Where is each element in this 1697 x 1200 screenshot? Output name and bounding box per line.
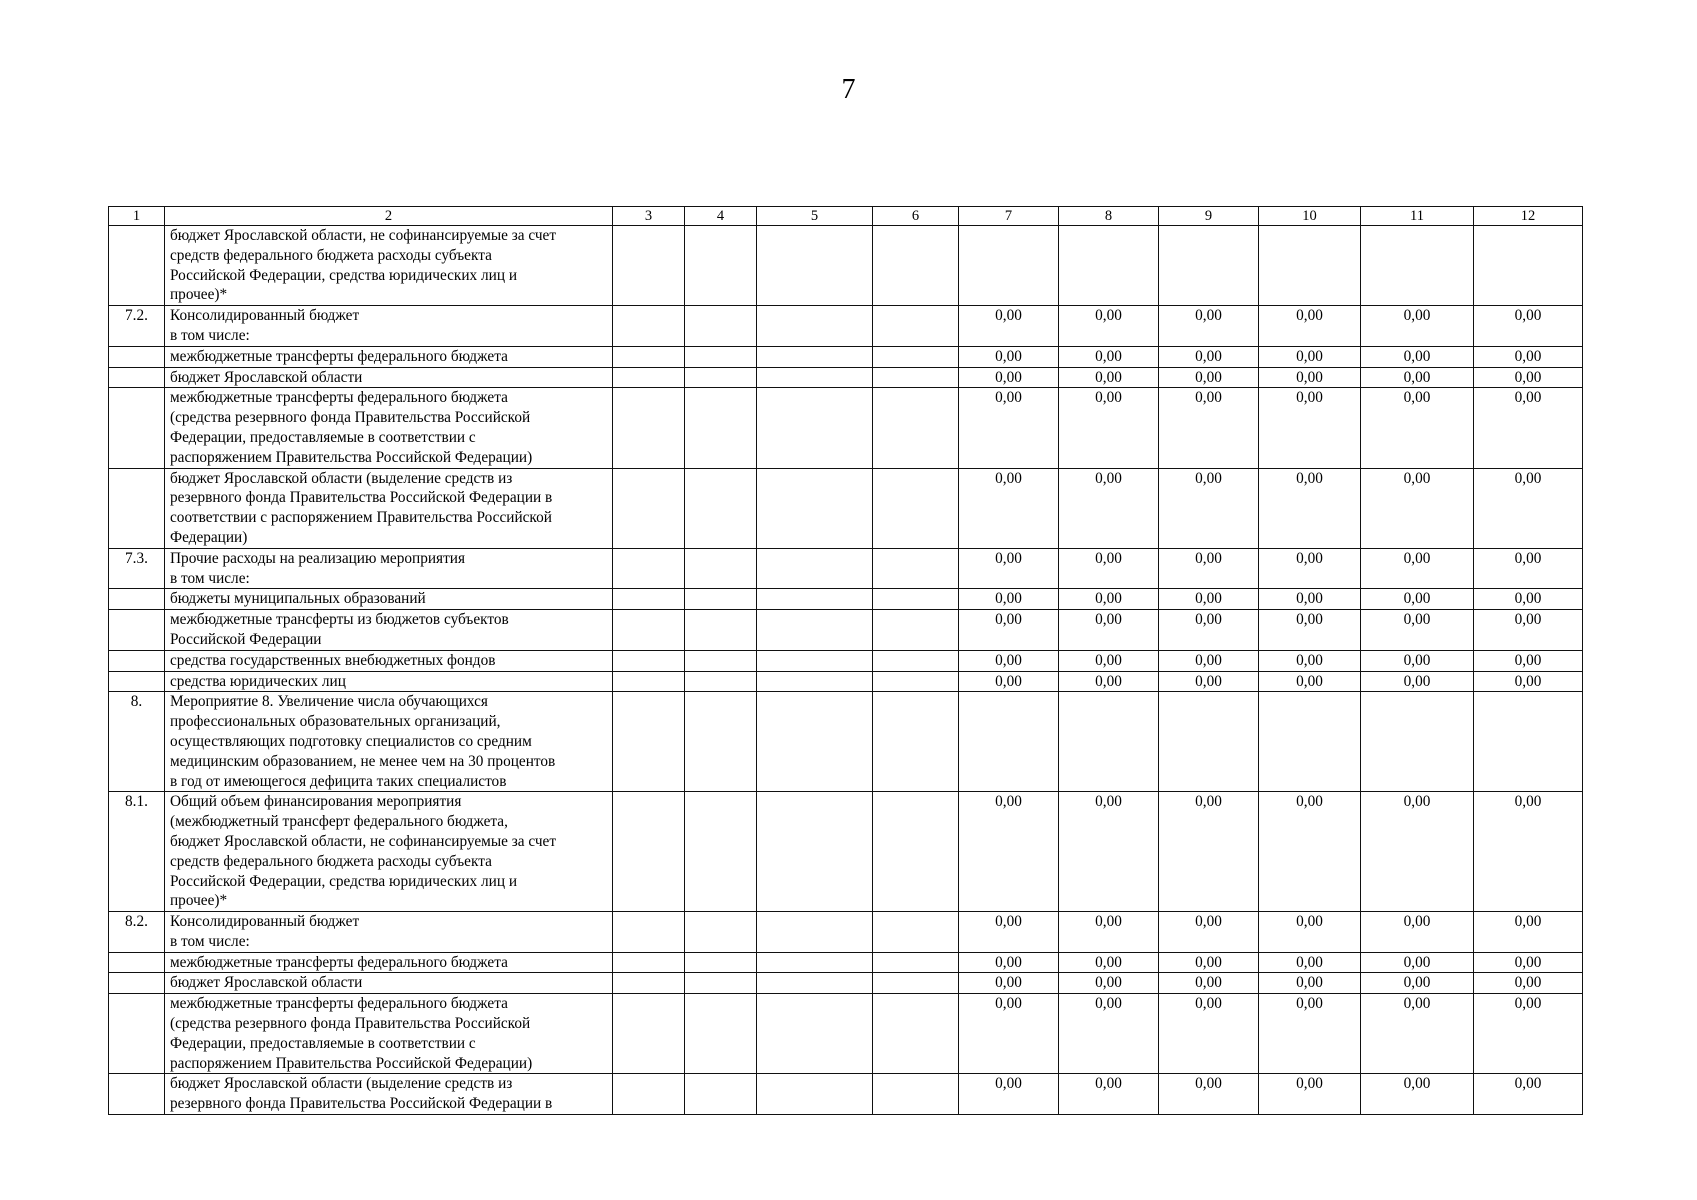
header-cell: 11 — [1361, 207, 1474, 226]
empty-cell — [685, 468, 757, 548]
description-line: резервного фонда Правительства Российской Федерации в — [170, 1095, 553, 1113]
empty-cell — [757, 692, 873, 792]
value-cell: 0,00 — [1259, 468, 1361, 548]
empty-cell — [757, 388, 873, 468]
empty-cell — [613, 792, 685, 912]
row-description — [165, 610, 613, 651]
value-cell: 0,00 — [1474, 912, 1583, 953]
value-cell: 0,00 — [959, 548, 1059, 589]
header-cell: 2 — [165, 207, 613, 226]
row-description — [165, 1074, 613, 1115]
value-cell: 0,00 — [1259, 388, 1361, 468]
row-code: 8.1. — [109, 792, 165, 912]
empty-cell — [873, 610, 959, 651]
value-cell: 0,00 — [959, 388, 1059, 468]
empty-cell — [685, 589, 757, 610]
empty-cell — [685, 792, 757, 912]
table-row — [109, 610, 1583, 651]
empty-cell — [613, 367, 685, 388]
value-cell: 0,00 — [1059, 650, 1159, 671]
table-row — [109, 468, 1583, 548]
empty-cell — [757, 973, 873, 994]
description-line: межбюджетные трансферты федерального бюджета — [170, 347, 508, 365]
empty-cell — [757, 671, 873, 692]
description-line: средств федерального бюджета расходы субъекта — [170, 246, 492, 264]
empty-cell — [685, 367, 757, 388]
empty-cell — [757, 226, 873, 306]
description-line: Федерации, предоставляемые в соответствии с — [170, 428, 476, 446]
empty-cell — [685, 994, 757, 1074]
value-cell: 0,00 — [1159, 548, 1259, 589]
value-cell: 0,00 — [1159, 306, 1259, 347]
value-cell: 0,00 — [1259, 650, 1361, 671]
header-cell: 1 — [109, 207, 165, 226]
empty-cell — [873, 994, 959, 1074]
row-code — [109, 650, 165, 671]
description-line: (межбюджетный трансферт федерального бюджета, — [170, 813, 508, 831]
empty-cell — [873, 226, 959, 306]
value-cell: 0,00 — [959, 610, 1059, 651]
empty-cell — [613, 952, 685, 973]
description-line: в том числе: — [170, 932, 250, 950]
empty-cell — [685, 1074, 757, 1115]
header-cell: 12 — [1474, 207, 1583, 226]
empty-cell — [873, 367, 959, 388]
empty-cell — [873, 912, 959, 953]
table-row — [109, 973, 1583, 994]
row-code — [109, 610, 165, 651]
empty-cell — [873, 346, 959, 367]
empty-cell — [613, 589, 685, 610]
value-cell: 0,00 — [1474, 388, 1583, 468]
value-cell: 0,00 — [1474, 952, 1583, 973]
value-cell: 0,00 — [1474, 671, 1583, 692]
empty-cell — [613, 388, 685, 468]
table-row — [109, 367, 1583, 388]
empty-cell — [757, 589, 873, 610]
empty-cell — [613, 692, 685, 792]
description-line: распоряжением Правительства Российской Федерации) — [170, 448, 533, 466]
empty-cell — [613, 650, 685, 671]
empty-cell — [613, 226, 685, 306]
empty-cell — [613, 306, 685, 347]
row-description — [165, 671, 613, 692]
header-cell: 10 — [1259, 207, 1361, 226]
empty-cell — [613, 346, 685, 367]
header-cell: 9 — [1159, 207, 1259, 226]
row-description — [165, 589, 613, 610]
value-cell: 0,00 — [959, 671, 1059, 692]
value-cell: 0,00 — [1259, 367, 1361, 388]
value-cell: 0,00 — [1059, 973, 1159, 994]
description-line: межбюджетные трансферты федерального бюджета — [170, 389, 508, 407]
row-description — [165, 650, 613, 671]
empty-cell — [873, 792, 959, 912]
row-description — [165, 226, 613, 306]
value-cell: 0,00 — [1159, 973, 1259, 994]
empty-cell — [685, 226, 757, 306]
row-code — [109, 952, 165, 973]
empty-cell — [613, 994, 685, 1074]
value-cell: 0,00 — [1059, 792, 1159, 912]
description-line: бюджеты муниципальных образований — [170, 590, 426, 608]
value-cell: 0,00 — [1474, 548, 1583, 589]
row-code — [109, 226, 165, 306]
value-cell: 0,00 — [959, 468, 1059, 548]
empty-cell — [685, 548, 757, 589]
value-cell: 0,00 — [1259, 671, 1361, 692]
value-cell: 0,00 — [1361, 346, 1474, 367]
header-cell: 3 — [613, 207, 685, 226]
value-cell: 0,00 — [959, 994, 1059, 1074]
description-line: Федерации) — [170, 528, 248, 546]
value-cell: 0,00 — [1059, 306, 1159, 347]
description-line: прочее)* — [170, 286, 228, 304]
value-cell: 0,00 — [1361, 671, 1474, 692]
row-code — [109, 468, 165, 548]
row-description — [165, 306, 613, 347]
value-cell: 0,00 — [1259, 1074, 1361, 1115]
value-cell: 0,00 — [1474, 792, 1583, 912]
value-cell: 0,00 — [1159, 1074, 1259, 1115]
value-cell: 0,00 — [1474, 1074, 1583, 1115]
value-cell — [1361, 692, 1474, 792]
table-row — [109, 346, 1583, 367]
description-line: резервного фонда Правительства Российской Федерации в — [170, 489, 553, 507]
value-cell: 0,00 — [1474, 589, 1583, 610]
value-cell: 0,00 — [1361, 306, 1474, 347]
value-cell: 0,00 — [1259, 952, 1361, 973]
value-cell — [1159, 692, 1259, 792]
table-row — [109, 650, 1583, 671]
value-cell: 0,00 — [1361, 650, 1474, 671]
value-cell — [959, 226, 1059, 306]
empty-cell — [873, 468, 959, 548]
description-line: распоряжением Правительства Российской Федерации) — [170, 1054, 533, 1072]
header-cell: 5 — [757, 207, 873, 226]
description-line: бюджет Ярославской области (выделение средств из — [170, 469, 513, 487]
description-line: средства юридических лиц — [170, 672, 346, 690]
description-line: (средства резервного фонда Правительства Российской — [170, 1015, 531, 1033]
table-row — [109, 388, 1583, 468]
empty-cell — [613, 1074, 685, 1115]
description-line: Мероприятие 8. Увеличение числа обучающихся — [170, 693, 488, 711]
description-line: профессиональных образовательных организаций, — [170, 713, 501, 731]
description-line: Консолидированный бюджет — [170, 913, 360, 931]
description-line: средства государственных внебюджетных фондов — [170, 651, 496, 669]
value-cell: 0,00 — [1159, 367, 1259, 388]
row-code — [109, 1074, 165, 1115]
empty-cell — [757, 306, 873, 347]
value-cell: 0,00 — [1259, 994, 1361, 1074]
row-code — [109, 973, 165, 994]
value-cell: 0,00 — [1474, 367, 1583, 388]
value-cell: 0,00 — [1159, 792, 1259, 912]
value-cell: 0,00 — [1059, 610, 1159, 651]
value-cell — [959, 692, 1059, 792]
value-cell: 0,00 — [1159, 468, 1259, 548]
empty-cell — [873, 671, 959, 692]
value-cell: 0,00 — [959, 346, 1059, 367]
description-line: бюджет Ярославской области — [170, 368, 363, 386]
header-cell: 8 — [1059, 207, 1159, 226]
table-row — [109, 589, 1583, 610]
value-cell: 0,00 — [1259, 548, 1361, 589]
value-cell: 0,00 — [1474, 973, 1583, 994]
value-cell: 0,00 — [1059, 952, 1159, 973]
empty-cell — [873, 589, 959, 610]
description-line: бюджет Ярославской области — [170, 974, 363, 992]
empty-cell — [685, 306, 757, 347]
value-cell: 0,00 — [1474, 610, 1583, 651]
value-cell: 0,00 — [1361, 912, 1474, 953]
description-line: средств федерального бюджета расходы субъекта — [170, 852, 492, 870]
row-code: 7.2. — [109, 306, 165, 347]
table-row — [109, 994, 1583, 1074]
row-description — [165, 548, 613, 589]
value-cell: 0,00 — [1474, 306, 1583, 347]
page-number: 7 — [841, 74, 856, 105]
value-cell: 0,00 — [959, 589, 1059, 610]
row-code: 8. — [109, 692, 165, 792]
table-row — [109, 671, 1583, 692]
empty-cell — [873, 692, 959, 792]
value-cell: 0,00 — [959, 912, 1059, 953]
value-cell: 0,00 — [959, 1074, 1059, 1115]
empty-cell — [757, 912, 873, 953]
table-row — [109, 912, 1583, 953]
row-code — [109, 346, 165, 367]
value-cell — [1259, 226, 1361, 306]
row-code — [109, 671, 165, 692]
description-line: Российской Федерации, средства юридических лиц и — [170, 872, 518, 890]
value-cell: 0,00 — [1059, 388, 1159, 468]
empty-cell — [613, 912, 685, 953]
empty-cell — [757, 650, 873, 671]
row-description — [165, 912, 613, 953]
empty-cell — [873, 548, 959, 589]
row-code — [109, 589, 165, 610]
value-cell: 0,00 — [959, 952, 1059, 973]
table-row — [109, 226, 1583, 306]
description-line: Федерации, предоставляемые в соответствии с — [170, 1034, 476, 1052]
value-cell — [1159, 226, 1259, 306]
value-cell: 0,00 — [1059, 671, 1159, 692]
table-row — [109, 792, 1583, 912]
value-cell: 0,00 — [1474, 650, 1583, 671]
description-line: межбюджетные трансферты из бюджетов субъектов — [170, 611, 509, 629]
empty-cell — [685, 671, 757, 692]
empty-cell — [757, 367, 873, 388]
empty-cell — [873, 952, 959, 973]
row-description — [165, 692, 613, 792]
value-cell: 0,00 — [1361, 973, 1474, 994]
description-line: бюджет Ярославской области (выделение средств из — [170, 1075, 513, 1093]
value-cell: 0,00 — [1059, 994, 1159, 1074]
value-cell: 0,00 — [1259, 589, 1361, 610]
table-row — [109, 306, 1583, 347]
value-cell — [1259, 692, 1361, 792]
description-line: в том числе: — [170, 569, 250, 587]
value-cell: 0,00 — [959, 650, 1059, 671]
description-line: осуществляющих подготовку специалистов со средним — [170, 732, 532, 750]
row-description — [165, 346, 613, 367]
description-line: бюджет Ярославской области, не софинансируемые за счет — [170, 227, 557, 244]
value-cell: 0,00 — [1259, 973, 1361, 994]
empty-cell — [685, 692, 757, 792]
empty-cell — [873, 306, 959, 347]
empty-cell — [757, 610, 873, 651]
value-cell: 0,00 — [1259, 346, 1361, 367]
empty-cell — [757, 994, 873, 1074]
empty-cell — [685, 650, 757, 671]
value-cell: 0,00 — [1159, 346, 1259, 367]
value-cell: 0,00 — [1361, 952, 1474, 973]
description-line: бюджет Ярославской области, не софинансируемые за счет — [170, 832, 557, 850]
value-cell — [1361, 226, 1474, 306]
empty-cell — [685, 952, 757, 973]
description-line: Прочие расходы на реализацию мероприятия — [170, 549, 465, 567]
empty-cell — [613, 973, 685, 994]
value-cell: 0,00 — [1059, 367, 1159, 388]
value-cell: 0,00 — [1059, 346, 1159, 367]
row-description — [165, 973, 613, 994]
table-row — [109, 692, 1583, 792]
empty-cell — [757, 346, 873, 367]
value-cell: 0,00 — [1159, 650, 1259, 671]
value-cell: 0,00 — [1259, 792, 1361, 912]
value-cell: 0,00 — [1159, 610, 1259, 651]
empty-cell — [873, 388, 959, 468]
value-cell — [1474, 226, 1583, 306]
value-cell: 0,00 — [959, 367, 1059, 388]
empty-cell — [757, 952, 873, 973]
value-cell: 0,00 — [959, 792, 1059, 912]
value-cell: 0,00 — [1361, 994, 1474, 1074]
description-line: Российской Федерации — [170, 630, 322, 648]
row-description — [165, 367, 613, 388]
empty-cell — [613, 671, 685, 692]
value-cell: 0,00 — [1361, 589, 1474, 610]
description-line: Консолидированный бюджет — [170, 307, 360, 325]
value-cell — [1059, 226, 1159, 306]
value-cell: 0,00 — [1059, 912, 1159, 953]
empty-cell — [873, 1074, 959, 1115]
row-description — [165, 994, 613, 1074]
value-cell: 0,00 — [1474, 468, 1583, 548]
header-cell: 6 — [873, 207, 959, 226]
value-cell: 0,00 — [1059, 468, 1159, 548]
empty-cell — [685, 388, 757, 468]
value-cell: 0,00 — [1361, 1074, 1474, 1115]
row-description — [165, 792, 613, 912]
empty-cell — [757, 468, 873, 548]
value-cell: 0,00 — [1361, 792, 1474, 912]
value-cell: 0,00 — [1361, 367, 1474, 388]
description-line: Российской Федерации, средства юридических лиц и — [170, 266, 518, 284]
empty-cell — [613, 548, 685, 589]
value-cell: 0,00 — [1361, 610, 1474, 651]
table-row — [109, 548, 1583, 589]
value-cell: 0,00 — [1259, 306, 1361, 347]
value-cell: 0,00 — [1159, 388, 1259, 468]
value-cell — [1059, 692, 1159, 792]
value-cell: 0,00 — [959, 306, 1059, 347]
row-code — [109, 388, 165, 468]
description-line: межбюджетные трансферты федерального бюджета — [170, 995, 508, 1013]
table-row — [109, 1074, 1583, 1115]
header-row — [109, 207, 1583, 226]
value-cell: 0,00 — [1259, 912, 1361, 953]
empty-cell — [613, 610, 685, 651]
empty-cell — [757, 548, 873, 589]
header-cell: 4 — [685, 207, 757, 226]
row-code: 7.3. — [109, 548, 165, 589]
row-description — [165, 468, 613, 548]
row-code: 8.2. — [109, 912, 165, 953]
value-cell: 0,00 — [1259, 610, 1361, 651]
value-cell: 0,00 — [1159, 994, 1259, 1074]
header-cell: 7 — [959, 207, 1059, 226]
value-cell: 0,00 — [1361, 468, 1474, 548]
value-cell: 0,00 — [1159, 912, 1259, 953]
value-cell: 0,00 — [1361, 548, 1474, 589]
empty-cell — [685, 973, 757, 994]
description-line: прочее)* — [170, 892, 228, 910]
value-cell: 0,00 — [1059, 548, 1159, 589]
value-cell: 0,00 — [1159, 589, 1259, 610]
row-code — [109, 994, 165, 1074]
empty-cell — [613, 468, 685, 548]
value-cell: 0,00 — [1361, 388, 1474, 468]
description-line: межбюджетные трансферты федерального бюджета — [170, 953, 508, 971]
description-line: (средства резервного фонда Правительства Российской — [170, 409, 531, 427]
value-cell: 0,00 — [1059, 1074, 1159, 1115]
value-cell: 0,00 — [1159, 671, 1259, 692]
value-cell: 0,00 — [1059, 589, 1159, 610]
empty-cell — [757, 792, 873, 912]
empty-cell — [757, 1074, 873, 1115]
table-row — [109, 952, 1583, 973]
empty-cell — [685, 346, 757, 367]
value-cell: 0,00 — [1474, 346, 1583, 367]
row-description — [165, 388, 613, 468]
row-description — [165, 952, 613, 973]
value-cell: 0,00 — [959, 973, 1059, 994]
description-line: в год от имеющегося дефицита таких специалистов — [170, 772, 507, 790]
value-cell — [1474, 692, 1583, 792]
empty-cell — [685, 610, 757, 651]
empty-cell — [873, 973, 959, 994]
description-line: соответствии с распоряжением Правительства Российской — [170, 509, 552, 527]
description-line: медицинским образованием, не менее чем на 30 процентов — [170, 752, 556, 770]
table-body — [109, 207, 1583, 1115]
description-line: в том числе: — [170, 326, 250, 344]
value-cell: 0,00 — [1474, 994, 1583, 1074]
value-cell: 0,00 — [1159, 952, 1259, 973]
empty-cell — [685, 912, 757, 953]
row-code — [109, 367, 165, 388]
description-line: Общий объем финансирования мероприятия — [170, 793, 462, 811]
budget-table — [108, 206, 1583, 1115]
empty-cell — [873, 650, 959, 671]
